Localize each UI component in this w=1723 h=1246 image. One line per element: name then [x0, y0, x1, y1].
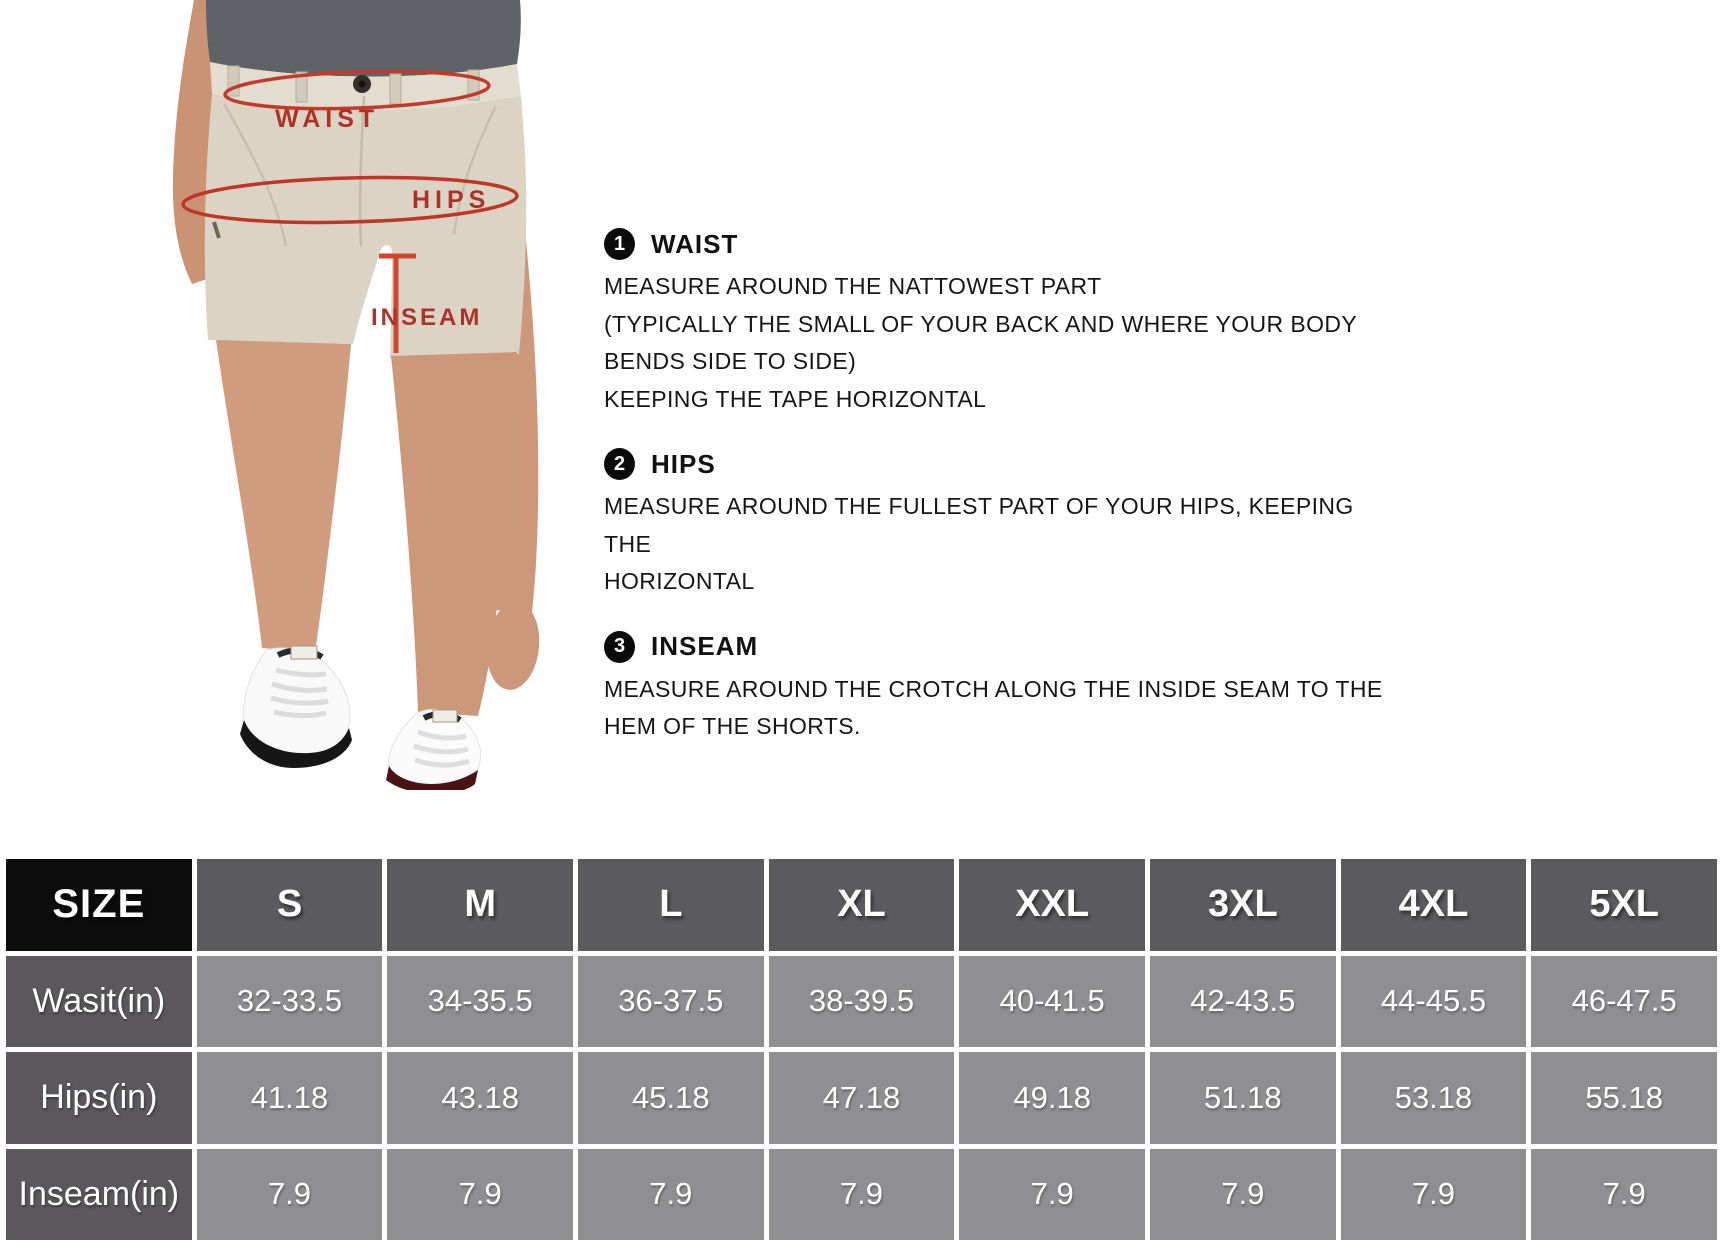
inseam-value-m: 7.9	[387, 1149, 573, 1241]
hips-value-xl: 47.18	[769, 1052, 955, 1144]
model-shirt	[206, 0, 521, 77]
instruction-line: HORIZONTAL	[604, 568, 755, 594]
size-column-header-3xl: 3XL	[1150, 859, 1336, 951]
instruction-line: (TYPICALLY THE SMALL OF YOUR BACK AND WHERE YOUR BODY	[604, 310, 1358, 337]
inseam-value-xl: 7.9	[769, 1149, 955, 1241]
size-table-corner-header: SIZE	[6, 859, 192, 951]
waist-value-s: 32-33.5	[197, 956, 383, 1048]
shorts-button-center	[359, 81, 366, 88]
size-chart-table	[0, 853, 1723, 1246]
inseam-value-4xl: 7.9	[1341, 1149, 1527, 1241]
instruction-line: MEASURE AROUND THE FULLEST PART OF YOUR HIPS, KEEPING THE	[604, 493, 1354, 557]
hips-value-l: 45.18	[578, 1052, 764, 1144]
instruction-section-waist	[604, 228, 1394, 418]
waist-value-3xl: 42-43.5	[1150, 956, 1336, 1048]
size-column-header-5xl: 5XL	[1531, 859, 1717, 951]
step-2-badge: 2	[604, 448, 635, 480]
waist-annotation-label: WAIST	[275, 105, 380, 133]
instruction-title-waist: WAIST	[651, 228, 739, 259]
size-column-header-s: S	[197, 859, 383, 951]
measure-instructions	[604, 228, 1394, 776]
model-left-leg	[216, 340, 351, 652]
row-label-waist: Wasit(in)	[6, 956, 192, 1048]
inseam-value-5xl: 7.9	[1531, 1149, 1717, 1241]
size-column-header-m: M	[387, 859, 573, 951]
size-column-header-l: L	[578, 859, 764, 951]
hips-value-m: 43.18	[387, 1052, 573, 1144]
inseam-value-3xl: 7.9	[1150, 1149, 1336, 1241]
inseam-value-s: 7.9	[197, 1149, 383, 1241]
size-column-header-xl: XL	[769, 859, 955, 951]
row-label-inseam: Inseam(in)	[6, 1149, 192, 1241]
instruction-heading	[604, 448, 1394, 480]
instruction-title-inseam: INSEAM	[651, 631, 759, 661]
size-column-header-xxl: XXL	[959, 859, 1145, 951]
waist-value-5xl: 46-47.5	[1531, 956, 1717, 1048]
inseam-value-xxl: 7.9	[959, 1149, 1145, 1241]
instruction-line: KEEPING THE TAPE HORIZONTAL	[604, 385, 987, 412]
hips-value-s: 41.18	[197, 1052, 383, 1144]
waist-value-xl: 38-39.5	[769, 956, 955, 1048]
inseam-value-l: 7.9	[578, 1149, 764, 1241]
instruction-heading	[604, 228, 1394, 260]
row-label-hips: Hips(in)	[6, 1052, 192, 1144]
hips-value-xxl: 49.18	[959, 1052, 1145, 1144]
hips-value-5xl: 55.18	[1531, 1052, 1717, 1144]
hips-value-4xl: 53.18	[1341, 1052, 1527, 1144]
belt-loop	[390, 74, 401, 104]
waist-value-xxl: 40-41.5	[959, 956, 1145, 1048]
size-column-header-4xl: 4XL	[1341, 859, 1527, 951]
model-photo	[128, 0, 608, 790]
instruction-section-hips	[604, 448, 1394, 601]
instruction-title-hips: HIPS	[651, 448, 716, 479]
hips-value-3xl: 51.18	[1150, 1052, 1336, 1144]
instruction-section-inseam	[604, 631, 1394, 746]
waist-value-m: 34-35.5	[387, 956, 573, 1048]
instruction-heading	[604, 631, 1394, 663]
instruction-line: BENDS SIDE TO SIDE)	[604, 348, 857, 374]
hips-annotation-label: HIPS	[412, 186, 491, 214]
instruction-line: HEM OF THE SHORTS.	[604, 713, 861, 739]
left-shoe-heel-tab	[291, 646, 317, 659]
inseam-annotation-label: INSEAM	[371, 304, 483, 331]
waist-value-4xl: 44-45.5	[1341, 956, 1527, 1048]
step-3-badge: 3	[604, 631, 635, 663]
waist-value-l: 36-37.5	[578, 956, 764, 1048]
instruction-line: MEASURE AROUND THE NATTOWEST PART	[604, 273, 1102, 299]
step-1-badge: 1	[604, 228, 635, 260]
right-shoe-heel-tab	[433, 710, 457, 722]
instruction-line: MEASURE AROUND THE CROTCH ALONG THE INSIDE SEAM TO THE	[604, 675, 1383, 702]
